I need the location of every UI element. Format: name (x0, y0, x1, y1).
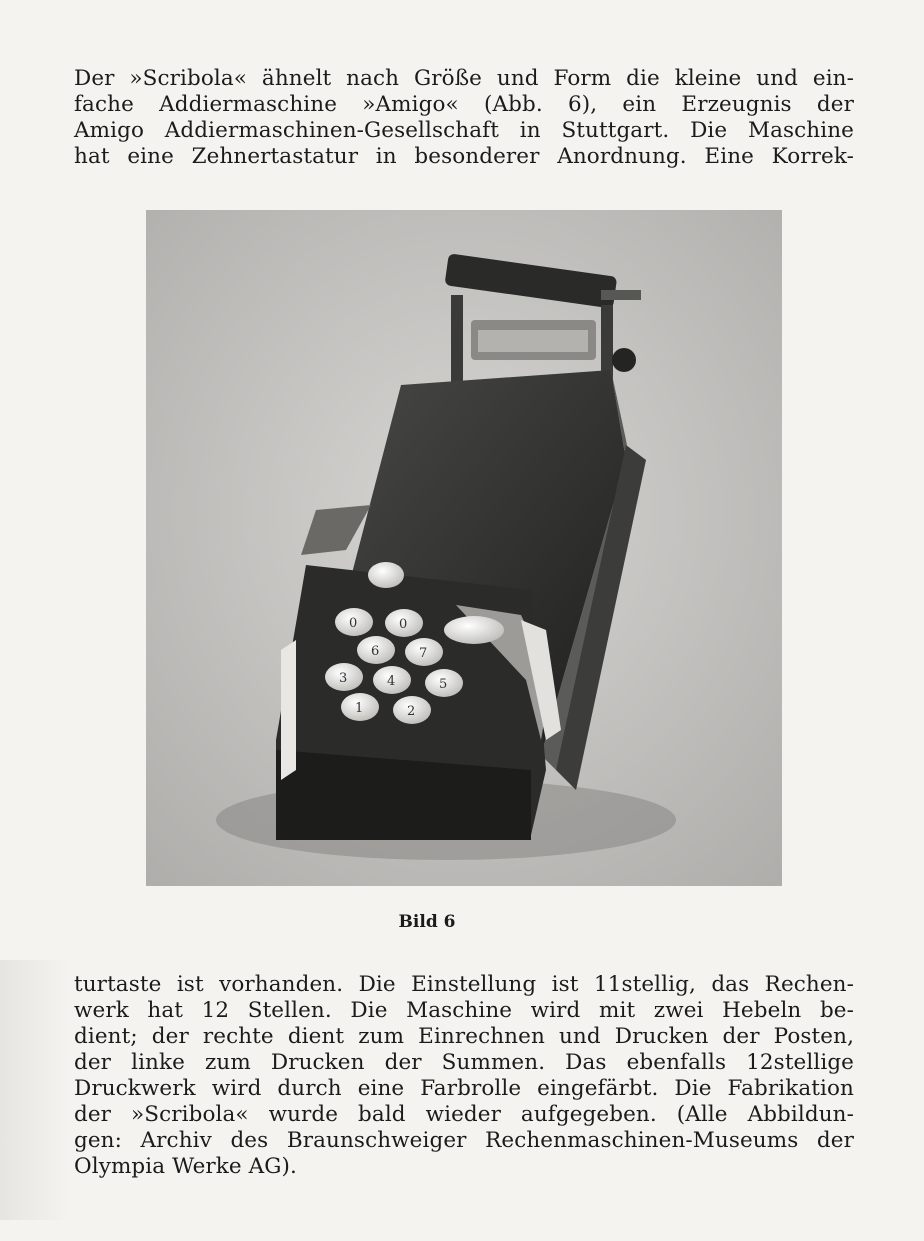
paragraph-bottom (74, 972, 854, 1180)
text-line: dient; der rechte dient zum Einrechnen und Drucken der Posten, (74, 1024, 854, 1049)
scan-shadow (0, 960, 70, 1220)
text-line: gen: Archiv des Braunschweiger Rechenmaschinen-Museums der (74, 1128, 854, 1153)
text-line: Druckwerk wird durch eine Farbrolle eingefärbt. Die Fabrikation (74, 1076, 854, 1101)
key-label: 7 (419, 646, 428, 661)
text-line: hat eine Zehnertastatur in besonderer Anordnung. Eine Korrek- (74, 144, 854, 169)
caption-text: Bild 6 (398, 912, 456, 932)
adding-machine-photo (146, 210, 782, 886)
key-label: 4 (387, 674, 396, 689)
key-label: 2 (407, 704, 416, 719)
key-label: 6 (371, 644, 380, 659)
key-label: 3 (339, 671, 348, 686)
text-line: Olympia Werke AG). (74, 1154, 297, 1179)
figure-photo (146, 210, 782, 886)
figure-caption (0, 912, 924, 932)
text-line: turtaste ist vorhanden. Die Einstellung ist 11stellig, das Rechen- (74, 972, 854, 997)
key-label: 5 (439, 677, 448, 692)
text-line: der »Scribola« wurde bald wieder aufgegeben. (Alle Abbildun- (74, 1102, 854, 1127)
key-label: 0 (349, 616, 358, 631)
paragraph-top (74, 66, 854, 170)
text-line: der linke zum Drucken der Summen. Das ebenfalls 12stellige (74, 1050, 854, 1075)
text-line: werk hat 12 Stellen. Die Maschine wird mit zwei Hebeln be- (74, 998, 854, 1023)
text-line: Der »Scribola« ähnelt nach Größe und Form die kleine und ein- (74, 66, 854, 91)
text-line: fache Addiermaschine »Amigo« (Abb. 6), ein Erzeugnis der (74, 92, 854, 117)
key-label: 1 (355, 701, 364, 716)
key-label: 0 (399, 617, 408, 632)
text-line: Amigo Addiermaschinen-Gesellschaft in Stuttgart. Die Maschine (74, 118, 854, 143)
